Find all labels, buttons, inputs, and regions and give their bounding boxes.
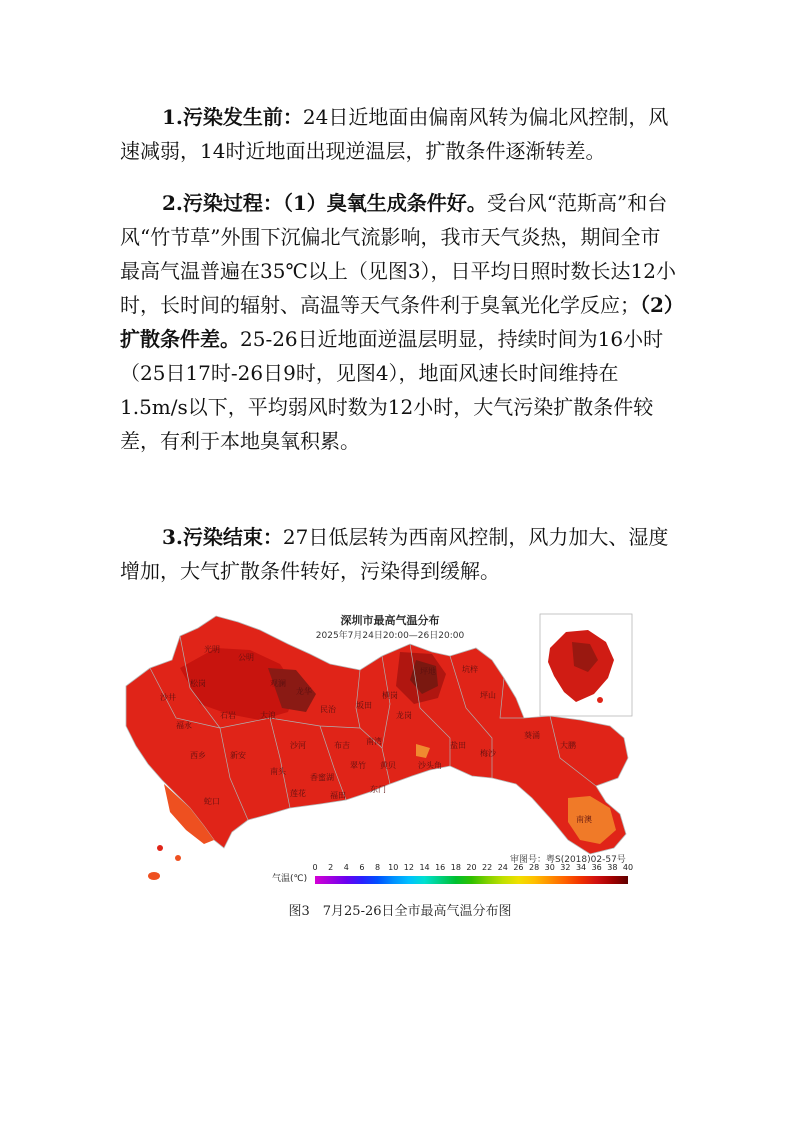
legend-tick: 8: [375, 863, 381, 872]
district-label: 大鹏: [560, 741, 576, 750]
district-label: 松岗: [190, 679, 206, 688]
paragraph-3-text: 27日低层转为西南风控制，风力加大、湿度增加，大气扩散条件转好，污染得到缓解。: [120, 525, 669, 583]
paragraph-2: [120, 186, 680, 458]
district-label: 福永: [176, 721, 192, 730]
paragraph-3-heading: 3.污染结束：: [162, 525, 283, 549]
district-label: 石岩: [220, 711, 236, 720]
paragraph-1-text: 24日近地面由偏南风转为偏北风控制，风速减弱，14时近地面出现逆温层，扩散条件逐渐转差。: [120, 105, 669, 163]
legend-tick: 4: [343, 863, 349, 872]
paragraph-2-sub2-text: 25-26日近地面逆温层明显，持续时间为16小时（25日17时-26日9时，见图4），地面风速长时间维持在1.5m/s以下，平均弱风时数为12小时，大气污染扩散条件较差，有利于本地臭氧积累。: [120, 327, 664, 453]
district-label: 蛇口: [204, 797, 220, 806]
map-title: 深圳市最高气温分布: [340, 614, 440, 627]
district-label: 大浪: [260, 711, 276, 720]
district-label: 沙井: [160, 693, 176, 702]
district-label: 龙华: [296, 687, 312, 696]
legend-tick: 2: [328, 863, 334, 872]
legend-color-bar: [315, 876, 628, 884]
figure-caption: 图3 7月25-26日全市最高气温分布图: [288, 904, 512, 919]
district-label: 梅沙: [480, 749, 496, 758]
paragraph-3: [120, 520, 680, 588]
district-label: 南头: [270, 767, 286, 776]
district-label: 观澜: [270, 679, 286, 688]
district-label: 南澳: [576, 815, 592, 824]
district-label: 新安: [230, 751, 246, 760]
district-label: 坪地: [420, 667, 436, 676]
paragraph-2-heading: 2.污染过程：: [162, 191, 283, 215]
paragraph-1: [120, 100, 680, 168]
legend-tick: 34: [575, 863, 587, 872]
paragraph-2-sub2-title: （2）扩散条件差。: [120, 293, 674, 351]
legend-tick: 12: [403, 863, 414, 872]
district-label: 民治: [320, 705, 336, 714]
legend-tick: 26: [513, 863, 524, 872]
legend-tick: 0: [312, 863, 318, 872]
legend-tick: 38: [607, 863, 618, 872]
district-label: 光明: [204, 645, 220, 654]
district-label: 南湾: [366, 737, 382, 746]
district-label: 西乡: [190, 751, 206, 760]
district-label: 坑梓: [462, 665, 478, 674]
legend-tick: 16: [435, 863, 446, 872]
review-number: 审图号：粤S(2018)02-57号: [510, 855, 626, 865]
district-label: 布吉: [334, 741, 350, 750]
map-subtitle: 2025年7月24日20:00—26日20:00: [315, 631, 465, 641]
map-island: [175, 855, 181, 861]
district-label: 坂田: [356, 701, 372, 710]
district-label: 东门: [370, 785, 386, 794]
district-label: 香蜜湖: [310, 773, 334, 782]
district-label: 莲花: [290, 789, 306, 798]
legend-ticks: [312, 863, 634, 875]
legend-tick: 10: [388, 863, 399, 872]
district-label: 公明: [238, 653, 254, 662]
legend-tick: 22: [482, 863, 493, 872]
district-label: 盐田: [450, 741, 466, 750]
district-label: 横岗: [382, 691, 398, 700]
legend-label: 气温(℃): [272, 874, 308, 884]
district-label: 葵涌: [524, 731, 540, 740]
district-label: 龙岗: [396, 711, 412, 720]
paragraph-2-sub1-text: 受台风“范斯高”和台风“竹节草”外围下沉偏北气流影响，我市天气炎热，期间全市最高气温普遍在35℃以上（见图3），日平均日照时数长达12小时，长时间的辐射、高温等天气条件利于臭氧光化学反应；: [120, 191, 676, 317]
map-island: [157, 845, 163, 851]
district-label: 沙头角: [418, 761, 442, 770]
legend-tick: 20: [466, 863, 477, 872]
legend-tick: 32: [560, 863, 571, 872]
district-label: 黄贝: [380, 761, 396, 770]
legend-tick: 24: [497, 863, 508, 872]
legend-tick: 14: [419, 863, 430, 872]
paragraph-1-heading: 1.污染发生前：: [162, 105, 303, 129]
paragraph-2-sub1-title: （1）臭氧生成条件好。: [282, 191, 487, 215]
legend-tick: 40: [622, 863, 634, 872]
district-label: 沙河: [290, 741, 306, 750]
district-label: 福田: [330, 791, 346, 800]
legend-tick: 30: [544, 863, 555, 872]
legend-tick: 28: [529, 863, 540, 872]
inset-map: [540, 614, 632, 716]
district-label: 翠竹: [350, 761, 366, 770]
map-island: [148, 872, 160, 880]
district-label: 坪山: [480, 691, 496, 700]
legend-tick: 18: [450, 863, 461, 872]
legend-tick: 6: [359, 863, 365, 872]
legend-tick: 36: [591, 863, 602, 872]
temperature-map: [120, 608, 640, 888]
